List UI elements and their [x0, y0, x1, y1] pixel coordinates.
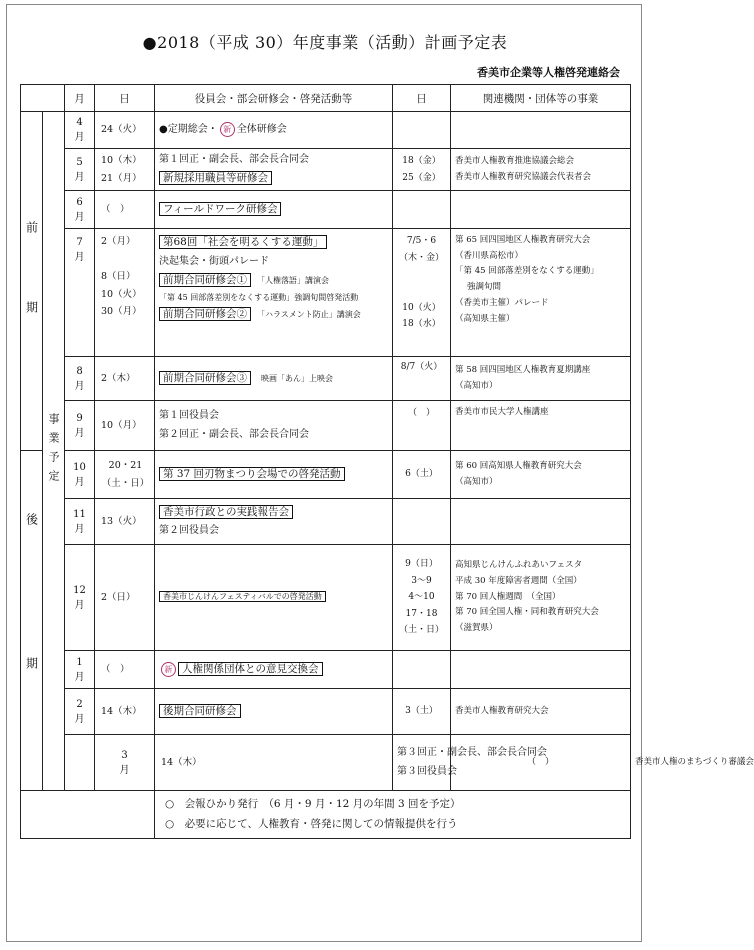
related-cell — [451, 651, 631, 689]
activity-cell: 後期合同研修会 — [155, 689, 393, 735]
note-item: ○ 会報ひかり発行 （6 月・9 月・12 月の年間 3 回を予定） — [165, 797, 461, 810]
ext-date-cell: （ ） — [451, 735, 631, 791]
ext-date-cell — [393, 499, 451, 545]
table-row: 3 月 14（木） 第３回正・副会長、部会長合同会 第３回役員会 （ ） 香美市人権のまちづくり審議会 — [21, 735, 631, 791]
page-title: ●2018（平成 30）年度事業（活動）計画予定表 — [142, 33, 508, 52]
activity-cell: 前期合同研修会③ 映画「あん」上映会 — [155, 357, 393, 401]
month-cell: 7 月 — [65, 229, 95, 357]
month-cell: 11 月 — [65, 499, 95, 545]
table-row — [21, 401, 631, 451]
month-cell: 6 月 — [65, 191, 95, 229]
day-cell: 14（木） — [95, 689, 155, 735]
related-cell: 香美市市民大学人権講座 — [451, 401, 631, 451]
month-cell: 3 月 — [95, 735, 155, 791]
month-cell: 8 月 — [65, 357, 95, 401]
day-cell: 20・21 （土・日） — [95, 451, 155, 499]
ext-date-cell — [393, 191, 451, 229]
notes-blank — [21, 791, 155, 839]
activity-cell: 第１回正・副会長、部会長合同会 新規採用職員等研修会 — [155, 149, 393, 191]
month-cell: 12 月 — [65, 545, 95, 651]
table-row — [21, 545, 631, 651]
table-row — [21, 357, 631, 401]
header-corner — [21, 85, 65, 112]
table-row — [21, 149, 631, 191]
period-second-label: 後 期 — [21, 451, 43, 791]
month-cell: 10 月 — [65, 451, 95, 499]
related-cell: 香美市人権教育推進協議会総会 香美市人権教育研究協議会代表者会 — [451, 149, 631, 191]
day-cell: 10（木） 21（月） — [95, 149, 155, 191]
month-cell: 1 月 — [65, 651, 95, 689]
header-day: 日 — [95, 85, 155, 112]
activity-cell: フィールドワーク研修会 — [155, 191, 393, 229]
ext-date-cell: 18（金） 25（金） — [393, 149, 451, 191]
table-row — [21, 651, 631, 689]
day-cell: 2（日） — [95, 545, 155, 651]
header-related: 関連機関・団体等の事業 — [451, 85, 631, 112]
related-cell: 第 60 回高知県人権教育研究大会 （高知市） — [451, 451, 631, 499]
activity-cell: 第 37 回刃物まつり会場での啓発活動 — [155, 451, 393, 499]
activity-cell: 第68回「社会を明るくする運動」 決起集会・街頭パレード 前期合同研修会① 「人権落語」講演会 「第 45 回部落差別をなくする運動」強調旬間啓発活動 前期合同研修会② 「ハラスメント防止」講演会 — [155, 229, 393, 357]
period-blank — [65, 735, 95, 791]
table-row — [21, 112, 631, 149]
activity-cell: 香美市じんけんフェスティバルでの啓発活動 — [155, 545, 393, 651]
table-row — [21, 229, 631, 357]
header-row — [21, 85, 631, 112]
day-cell: （ ） — [95, 191, 155, 229]
ext-date-cell: 7/5・6 （木・金） 10（火） 18（水） — [393, 229, 451, 357]
table-row — [21, 689, 631, 735]
ext-date-cell: 9（日） 3～9 4～10 17・18 （土・日） — [393, 545, 451, 651]
activity-cell: 第３回正・副会長、部会長合同会 第３回役員会 — [393, 735, 451, 791]
ext-date-cell — [393, 651, 451, 689]
table-row — [21, 451, 631, 499]
new-mark-icon: 新 — [220, 122, 235, 137]
schedule-label: 事業予定 — [43, 112, 65, 791]
month-cell: 4 月 — [65, 112, 95, 149]
related-cell: 第 65 回四国地区人権教育研究大会 （香川県高松市） 「第 45 回部落差別をなくする運動」 強調旬間 （香美市主催）パレード （高知県主催） — [451, 229, 631, 357]
table-row — [21, 499, 631, 545]
period-first-label: 前 期 — [21, 112, 43, 451]
related-cell — [451, 112, 631, 149]
ext-date-cell: （ ） — [393, 401, 451, 451]
related-cell: 高知県じんけんふれあいフェスタ 平成 30 年度障害者週間（全国） 第 70 回人権週間 （全国） 第 70 回全国人権・同和教育研究大会 （滋賀県） — [451, 545, 631, 651]
related-cell: 第 58 回四国地区人権教育夏期講座 （高知市） — [451, 357, 631, 401]
notes-row — [21, 791, 631, 839]
organization-name: 香美市企業等人権啓発連絡会 — [477, 66, 620, 79]
related-cell — [451, 499, 631, 545]
activity-cell: ●定期総会・ 新 全体研修会 — [155, 112, 393, 149]
schedule-table — [20, 84, 754, 839]
month-cell: 2 月 — [65, 689, 95, 735]
ext-date-cell: 6（土） — [393, 451, 451, 499]
month-cell: 9 月 — [65, 401, 95, 451]
month-cell: 5 月 — [65, 149, 95, 191]
ext-date-cell: 8/7（火） — [393, 357, 451, 401]
notes-cell — [155, 791, 631, 839]
day-cell: 10（月） — [95, 401, 155, 451]
day-cell: 14（木） — [155, 735, 393, 791]
activity-cell: 新 人権関係団体との意見交換会 — [155, 651, 393, 689]
day-cell: （ ） — [95, 651, 155, 689]
ext-date-cell: 3（土） — [393, 689, 451, 735]
table-row — [21, 191, 631, 229]
related-cell: 香美市人権教育研究大会 — [451, 689, 631, 735]
related-cell — [451, 191, 631, 229]
ext-date-cell — [393, 112, 451, 149]
day-cell: 2（月） 8（日） 10（火） 30（月） — [95, 229, 155, 357]
header-date: 日 — [393, 85, 451, 112]
day-cell: 13（火） — [95, 499, 155, 545]
note-item: ○ 必要に応じて、人権教育・啓発に関しての情報提供を行う — [165, 817, 458, 830]
activity-cell: 第１回役員会 第２回正・副会長、部会長合同会 — [155, 401, 393, 451]
day-cell: 2（木） — [95, 357, 155, 401]
header-month: 月 — [65, 85, 95, 112]
day-cell: 24（火） — [95, 112, 155, 149]
new-mark-icon: 新 — [161, 662, 176, 677]
header-activities: 役員会・部会研修会・啓発活動等 — [155, 85, 393, 112]
activity-cell: 香美市行政との実践報告会 第２回役員会 — [155, 499, 393, 545]
